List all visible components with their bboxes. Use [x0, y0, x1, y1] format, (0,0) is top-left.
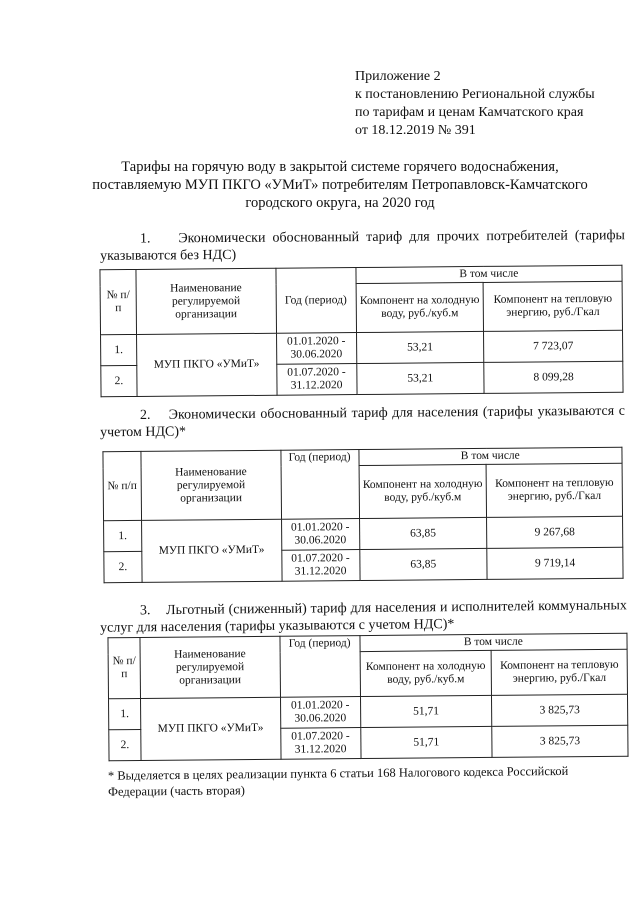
row-cold: 63,85 — [359, 548, 487, 580]
appendix-line: от 18.12.2019 № 391 — [355, 123, 476, 138]
org-name: МУП ПКГО «УМиТ» — [141, 519, 281, 582]
title-line: городского округа, на 2020 год — [245, 195, 435, 211]
row-period: 01.01.2020 - 30.06.2020 — [281, 519, 359, 551]
header-heat: Компонент на тепловую энергию, руб./Гкал — [483, 281, 622, 331]
header-num: № п/п — [108, 637, 140, 698]
section-number: 1. — [139, 231, 151, 247]
section-heading-3 — [100, 597, 627, 637]
header-in-total: В том числе — [356, 265, 623, 283]
row-cold: 63,85 — [359, 517, 487, 549]
section-heading-2 — [100, 403, 625, 442]
footnote: * Выделяется в целях реализации пункта 6 статьи 168 Налогового кодекса Российской Федерации (часть вторая) — [107, 763, 569, 799]
row-period: 01.07.2020 - 31.12.2020 — [280, 728, 360, 760]
row-heat: 7 723,07 — [484, 330, 623, 362]
header-num: № п/п — [103, 451, 142, 520]
header-period: Год (период) — [280, 636, 360, 698]
title-line: Тарифы на горячую воду в закрытой системе горячего водоснабжения, — [121, 159, 559, 175]
row-cold: 53,21 — [356, 362, 484, 394]
document-title — [60, 158, 620, 212]
row-heat: 3 825,73 — [492, 694, 628, 726]
appendix-line: по тарифам и ценам Камчатского края — [355, 105, 584, 120]
row-number: 2. — [101, 365, 137, 396]
org-name: МУП ПКГО «УМиТ» — [136, 333, 276, 396]
row-heat: 3 825,73 — [492, 725, 628, 757]
row-number: 1. — [101, 334, 137, 365]
header-num: № п/п — [100, 269, 136, 334]
header-heat: Компонент на тепловую энергию, руб./Гкал — [486, 463, 622, 517]
section-number: 2. — [139, 407, 151, 423]
table-row — [109, 694, 628, 730]
section-text: Экономически обоснованный тариф для населения (тарифы указываются с учетом НДС)* — [100, 403, 625, 441]
appendix-line: к постановлению Региональной службы — [355, 87, 595, 102]
tariff-table-1 — [99, 265, 623, 398]
row-period: 01.07.2020 - 31.12.2020 — [281, 550, 359, 582]
table-row — [104, 516, 623, 552]
table-row — [101, 330, 623, 366]
section-heading-1 — [100, 227, 625, 265]
appendix-line: Приложение 2 — [355, 69, 441, 84]
tariff-table-2 — [102, 447, 623, 584]
header-period: Год (период) — [281, 450, 360, 520]
header-org: Наименование регулируемой организации — [140, 636, 280, 698]
header-in-total: В том числе — [360, 633, 628, 651]
row-number: 1. — [109, 698, 141, 729]
appendix-header — [355, 68, 625, 140]
row-cold: 51,71 — [360, 726, 492, 758]
row-heat: 8 099,28 — [484, 361, 623, 393]
header-cold: Компонент на холодную воду, руб./куб.м — [360, 650, 492, 696]
header-cold: Компонент на холодную воду, руб./куб.м — [356, 282, 484, 332]
row-heat: 9 267,68 — [487, 516, 623, 548]
row-period: 01.07.2020 - 31.12.2020 — [276, 364, 356, 396]
header-period: Год (период) — [276, 268, 356, 334]
header-org: Наименование регулируемой организации — [136, 268, 276, 334]
row-number: 2. — [109, 729, 141, 760]
title-line: поставляемую МУП ПКГО «УМиТ» потребителям Петропавловск-Камчатского — [92, 177, 588, 193]
row-number: 2. — [104, 551, 142, 582]
tariff-table-3 — [107, 633, 628, 762]
row-cold: 53,21 — [356, 331, 484, 363]
header-cold: Компонент на холодную воду, руб./куб.м — [359, 464, 487, 518]
header-org: Наименование регулируемой организации — [141, 450, 281, 520]
section-text: Льготный (сниженный) тариф для населения и исполнителей коммунальных услуг для населения (тарифы указываются с учетом НДС)* — [100, 598, 627, 636]
row-period: 01.01.2020 - 30.06.2020 — [276, 333, 356, 365]
row-number: 1. — [104, 520, 142, 551]
row-period: 01.01.2020 - 30.06.2020 — [280, 697, 360, 729]
row-cold: 51,71 — [360, 695, 492, 727]
section-text: Экономически обоснованный тариф для прочих потребителей (тарифы указываются без НДС) — [100, 228, 625, 264]
row-heat: 9 719,14 — [487, 547, 623, 579]
section-number: 3. — [139, 603, 151, 619]
org-name: МУП ПКГО «УМиТ» — [140, 697, 280, 760]
header-in-total: В том числе — [358, 447, 622, 465]
header-heat: Компонент на тепловую энергию, руб./Гкал — [491, 649, 627, 695]
